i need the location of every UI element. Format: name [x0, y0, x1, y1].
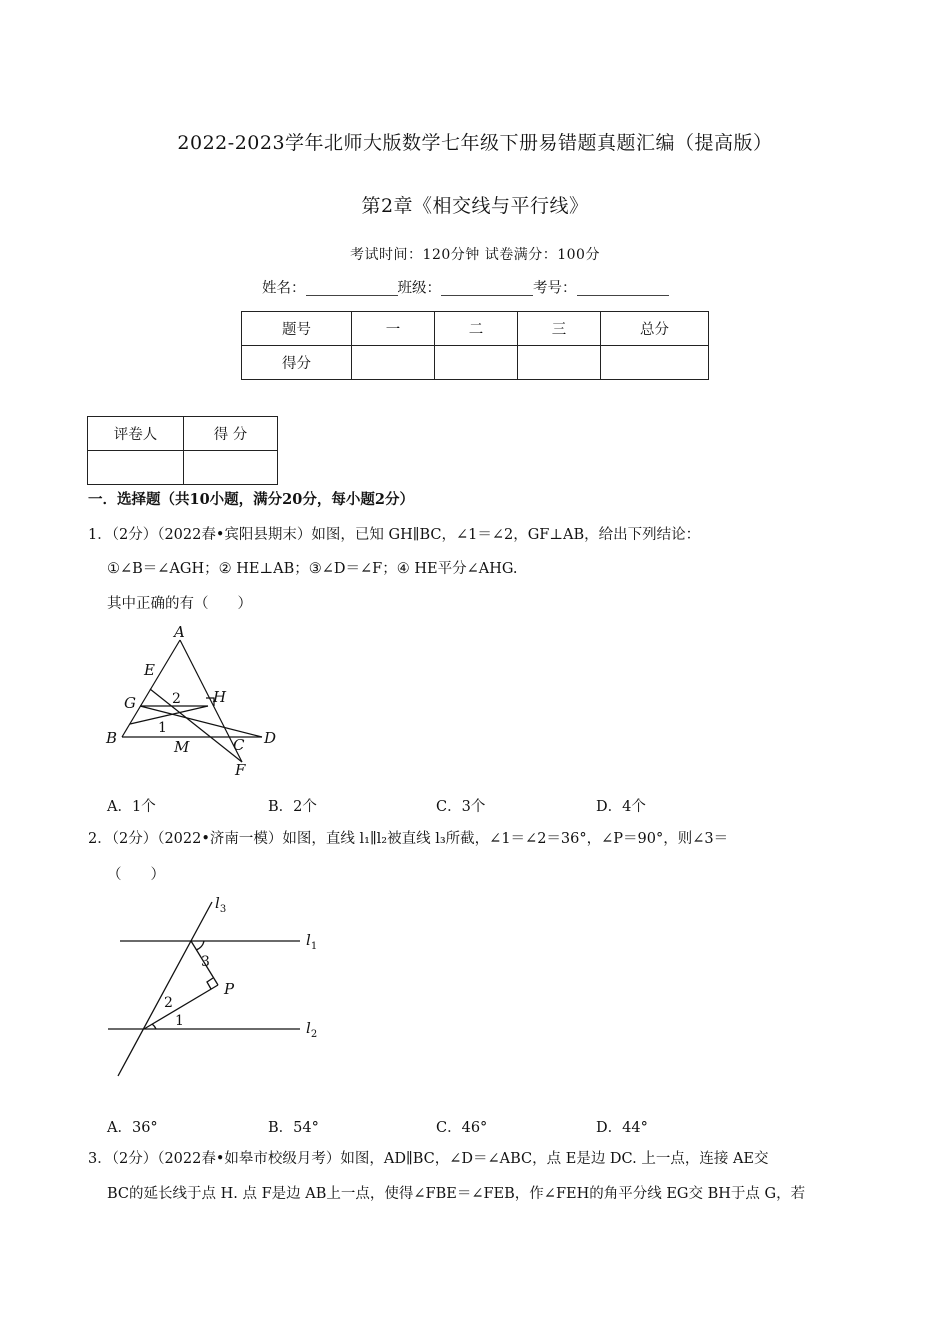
line-AB: [122, 640, 180, 737]
label-F: F: [235, 761, 246, 779]
q1-ask: 其中正确的有（ ）: [107, 596, 252, 612]
angle-1-label: 1: [175, 1013, 184, 1029]
name-field[interactable]: [306, 281, 398, 296]
q2-option-b[interactable]: B．54°: [268, 1120, 319, 1136]
number-label: 考号：: [533, 280, 577, 297]
label-B: B: [106, 729, 118, 747]
q1-option-c[interactable]: C．3个: [436, 799, 486, 815]
right-angle-mark-P: [207, 978, 213, 989]
score-header-cell: 题号: [242, 312, 352, 346]
label-l1: $l_1$: [306, 931, 318, 952]
q1-prefix: 1．（2分）（2022春•宾阳县期末）如图，已知: [88, 527, 389, 543]
chapter-subtitle: 第2章《相交线与平行线》: [361, 195, 589, 217]
line-l3: [118, 902, 212, 1076]
angle-1-label: 1: [158, 720, 167, 736]
score-header-cell: 三: [518, 312, 601, 346]
q1-option-d[interactable]: D．4个: [596, 799, 646, 815]
label-H: H: [213, 688, 227, 706]
name-label: 姓名：: [262, 280, 306, 297]
q1-option-b[interactable]: B．2个: [268, 799, 317, 815]
angle-2-label: 2: [164, 995, 173, 1011]
q2-option-d[interactable]: D．44°: [596, 1120, 648, 1136]
label-l3: $l_3$: [215, 894, 227, 915]
q1-option-a[interactable]: A．1个: [107, 799, 156, 815]
label-M: M: [174, 738, 190, 756]
score-table: [241, 311, 709, 380]
q1-condition: GH∥BC，∠1＝∠2，GF⊥AB，给出下列结论：: [388, 527, 701, 543]
score-cell[interactable]: [518, 346, 601, 380]
q2-answer-blank: （ ）: [107, 867, 165, 883]
line-H-to-AB: [130, 706, 208, 724]
q1-stem: [88, 528, 700, 543]
q2-option-a[interactable]: A．36°: [107, 1120, 158, 1136]
label-D: D: [264, 729, 277, 747]
label-P: P: [224, 980, 235, 998]
exam-info: 考试时间：120分钟 试卷满分：100分: [350, 247, 600, 263]
angle-2-label: 2: [172, 691, 181, 707]
label-C: C: [233, 736, 245, 754]
score-header-cell: 总分: [601, 312, 709, 346]
label-l2: $l_2$: [306, 1019, 318, 1040]
angle-3-label: 3: [201, 954, 210, 970]
student-info-line: [262, 281, 669, 296]
score-cell[interactable]: [601, 346, 709, 380]
score-header-cell: 二: [435, 312, 518, 346]
score-header: 得 分: [184, 417, 278, 451]
q2-figure: [100, 890, 340, 1090]
grader-score-cell[interactable]: [184, 451, 278, 485]
label-E: E: [144, 661, 155, 679]
q3-stem-line2: BC的延长线于点 H. 点 F是边 AB上一点，使得∠FBE＝∠FEB，作∠FEH的角平分线 EG交 BH于点 G，若: [107, 1186, 806, 1202]
angle-1-arc: [152, 1024, 156, 1029]
label-A: A: [174, 623, 185, 641]
q2-option-c[interactable]: C．46°: [436, 1120, 488, 1136]
score-cell[interactable]: [352, 346, 435, 380]
grader-table: [87, 416, 278, 485]
label-G: G: [124, 694, 136, 712]
score-row-label: 得分: [242, 346, 352, 380]
number-field[interactable]: [577, 281, 669, 296]
class-field[interactable]: [441, 281, 533, 296]
q1-conclusions: ①∠B＝∠AGH；② HE⊥AB；③∠D＝∠F；④ HE平分∠AHG.: [107, 561, 518, 577]
q1-figure: [100, 620, 290, 785]
angle-3-arc: [196, 941, 204, 950]
q3-stem-line1: 3．（2分）（2022春•如皋市校级月考）如图，AD∥BC，∠D＝∠ABC，点 E是边 DC. 上一点，连接 AE交: [88, 1151, 769, 1167]
q2-stem: 2．（2分）（2022•济南一模）如图，直线 l₁∥l₂被直线 l₃所截，∠1＝∠2＝36°，∠P＝90°，则∠3＝: [88, 831, 729, 847]
score-cell[interactable]: [435, 346, 518, 380]
section-heading: 一．选择题（共10小题，满分20分，每小题2分）: [88, 491, 414, 508]
grader-cell[interactable]: [88, 451, 184, 485]
score-header-cell: 一: [352, 312, 435, 346]
grader-header: 评卷人: [88, 417, 184, 451]
class-label: 班级：: [397, 280, 441, 297]
document-title: 2022-2023学年北师大版数学七年级下册易错题真题汇编（提高版）: [177, 132, 773, 154]
